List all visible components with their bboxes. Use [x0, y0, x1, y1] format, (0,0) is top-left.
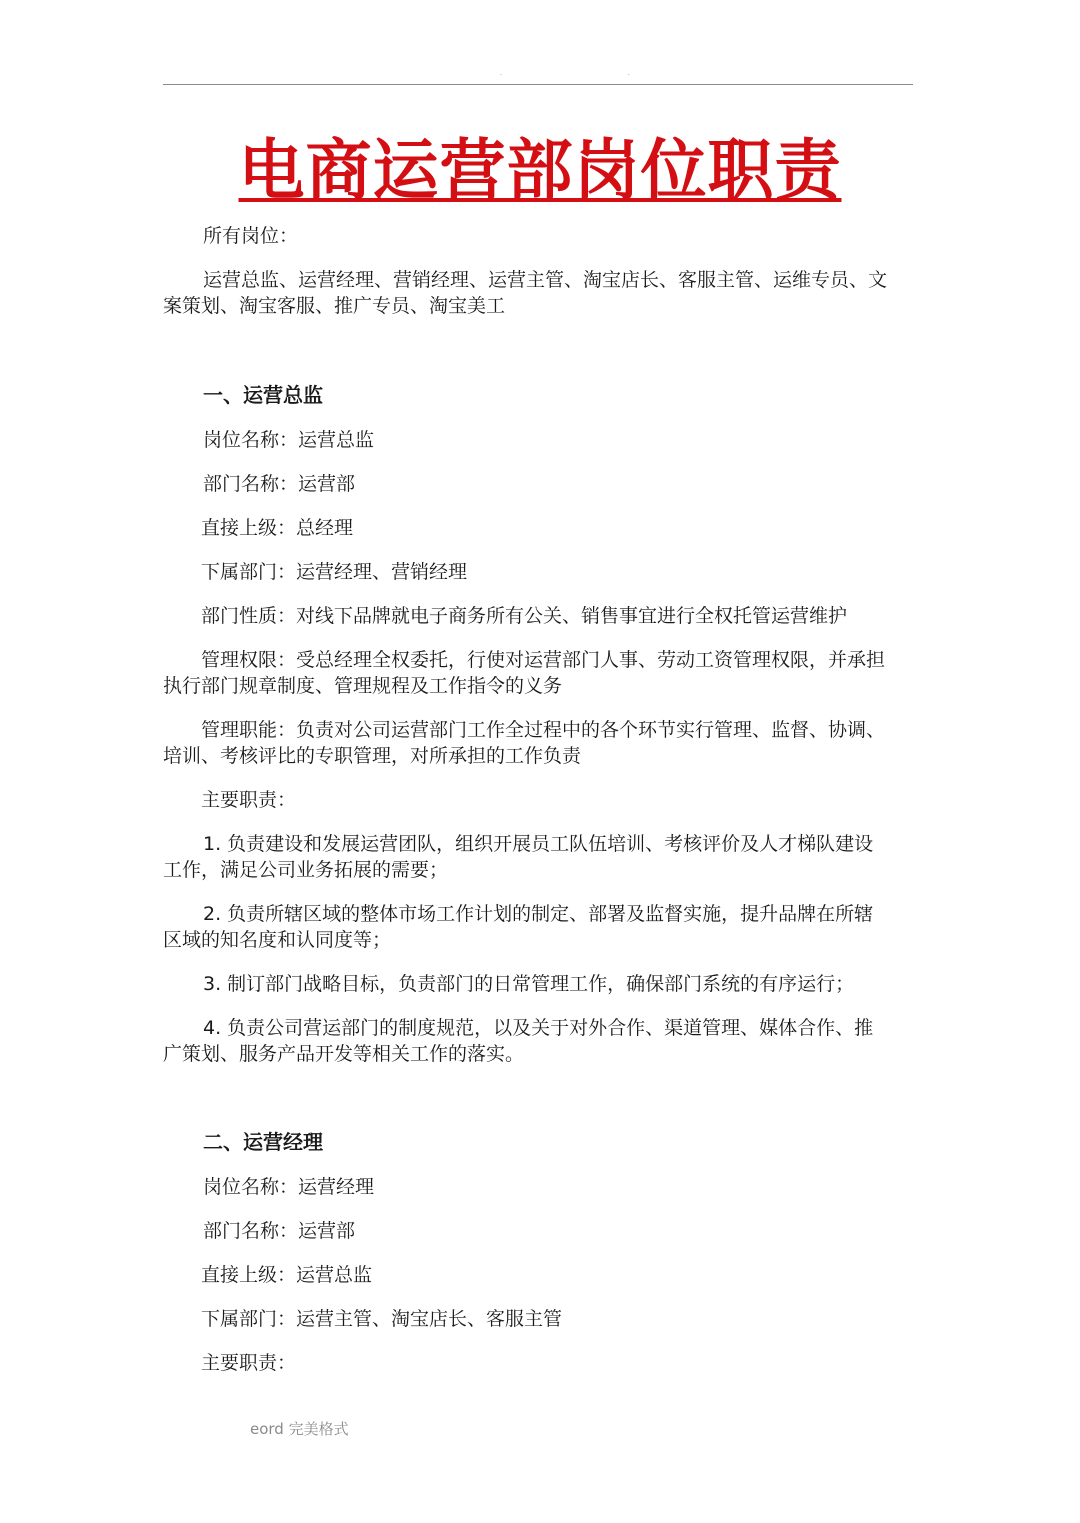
section2-duties-label: 主要职责： — [201, 1352, 297, 1374]
section2-post-name: 岗位名称：运营经理 — [203, 1176, 375, 1198]
section1-duty4-line2: 广策划、服务产品开发等相关工作的落实。 — [163, 1043, 525, 1065]
section2-subordinate: 下属部门：运营主管、淘宝店长、客服主管 — [201, 1308, 563, 1330]
intro-label: 所有岗位： — [203, 225, 299, 247]
section1-authority-line1: 管理权限：受总经理全权委托，行使对运营部门人事、劳动工资管理权限，并承担 — [201, 649, 886, 671]
section1-duty2-line1: 2. 负责所辖区域的整体市场工作计划的制定、部署及监督实施，提升品牌在所辖 — [203, 903, 874, 925]
section1-authority-line2: 执行部门规章制度、管理规程及工作指令的义务 — [163, 675, 563, 697]
intro-positions-line2: 案策划、淘宝客服、推广专员、淘宝美工 — [163, 295, 506, 317]
section1-post-name: 岗位名称：运营总监 — [203, 429, 375, 451]
section2-heading: 二、运营经理 — [203, 1130, 323, 1154]
document-title-text: 电商运营部岗位职责 — [238, 131, 842, 209]
section1-subordinate: 下属部门：运营经理、营销经理 — [201, 561, 468, 583]
section1-duty2-line2: 区域的知名度和认同度等； — [163, 929, 392, 951]
section2-dept-name: 部门名称：运营部 — [203, 1220, 356, 1242]
section1-function-line2: 培训、考核评比的专职管理，对所承担的工作负责 — [163, 745, 582, 767]
section2-superior: 直接上级：运营总监 — [201, 1264, 373, 1286]
section1-duty4-line1: 4. 负责公司营运部门的制度规范，以及关于对外合作、渠道管理、媒体合作、推 — [203, 1017, 874, 1039]
document-title — [0, 128, 1080, 212]
section1-superior: 直接上级：总经理 — [201, 517, 354, 539]
header-rule — [163, 84, 913, 85]
section1-duty1-line1: 1. 负责建设和发展运营团队，组织开展员工队伍培训、考核评价及人才梯队建设 — [203, 833, 874, 855]
section1-heading: 一、运营总监 — [203, 383, 323, 407]
footer-text: eord 完美格式 — [250, 1420, 349, 1438]
section1-duty1-line2: 工作，满足公司业务拓展的需要； — [163, 859, 449, 881]
section1-function-line1: 管理职能：负责对公司运营部门工作全过程中的各个环节实行管理、监督、协调、 — [201, 719, 886, 741]
section1-dept-nature: 部门性质：对线下品牌就电子商务所有公关、销售事宜进行全权托管运营维护 — [201, 605, 848, 627]
header-dots: . . — [500, 70, 692, 77]
section1-duties-label: 主要职责： — [201, 789, 297, 811]
section1-duty3-line1: 3. 制订部门战略目标，负责部门的日常管理工作，确保部门系统的有序运行； — [203, 973, 855, 995]
intro-positions-line1: 运营总监、运营经理、营销经理、运营主管、淘宝店长、客服主管、运维专员、文 — [203, 269, 888, 291]
section1-dept-name: 部门名称：运营部 — [203, 473, 356, 495]
